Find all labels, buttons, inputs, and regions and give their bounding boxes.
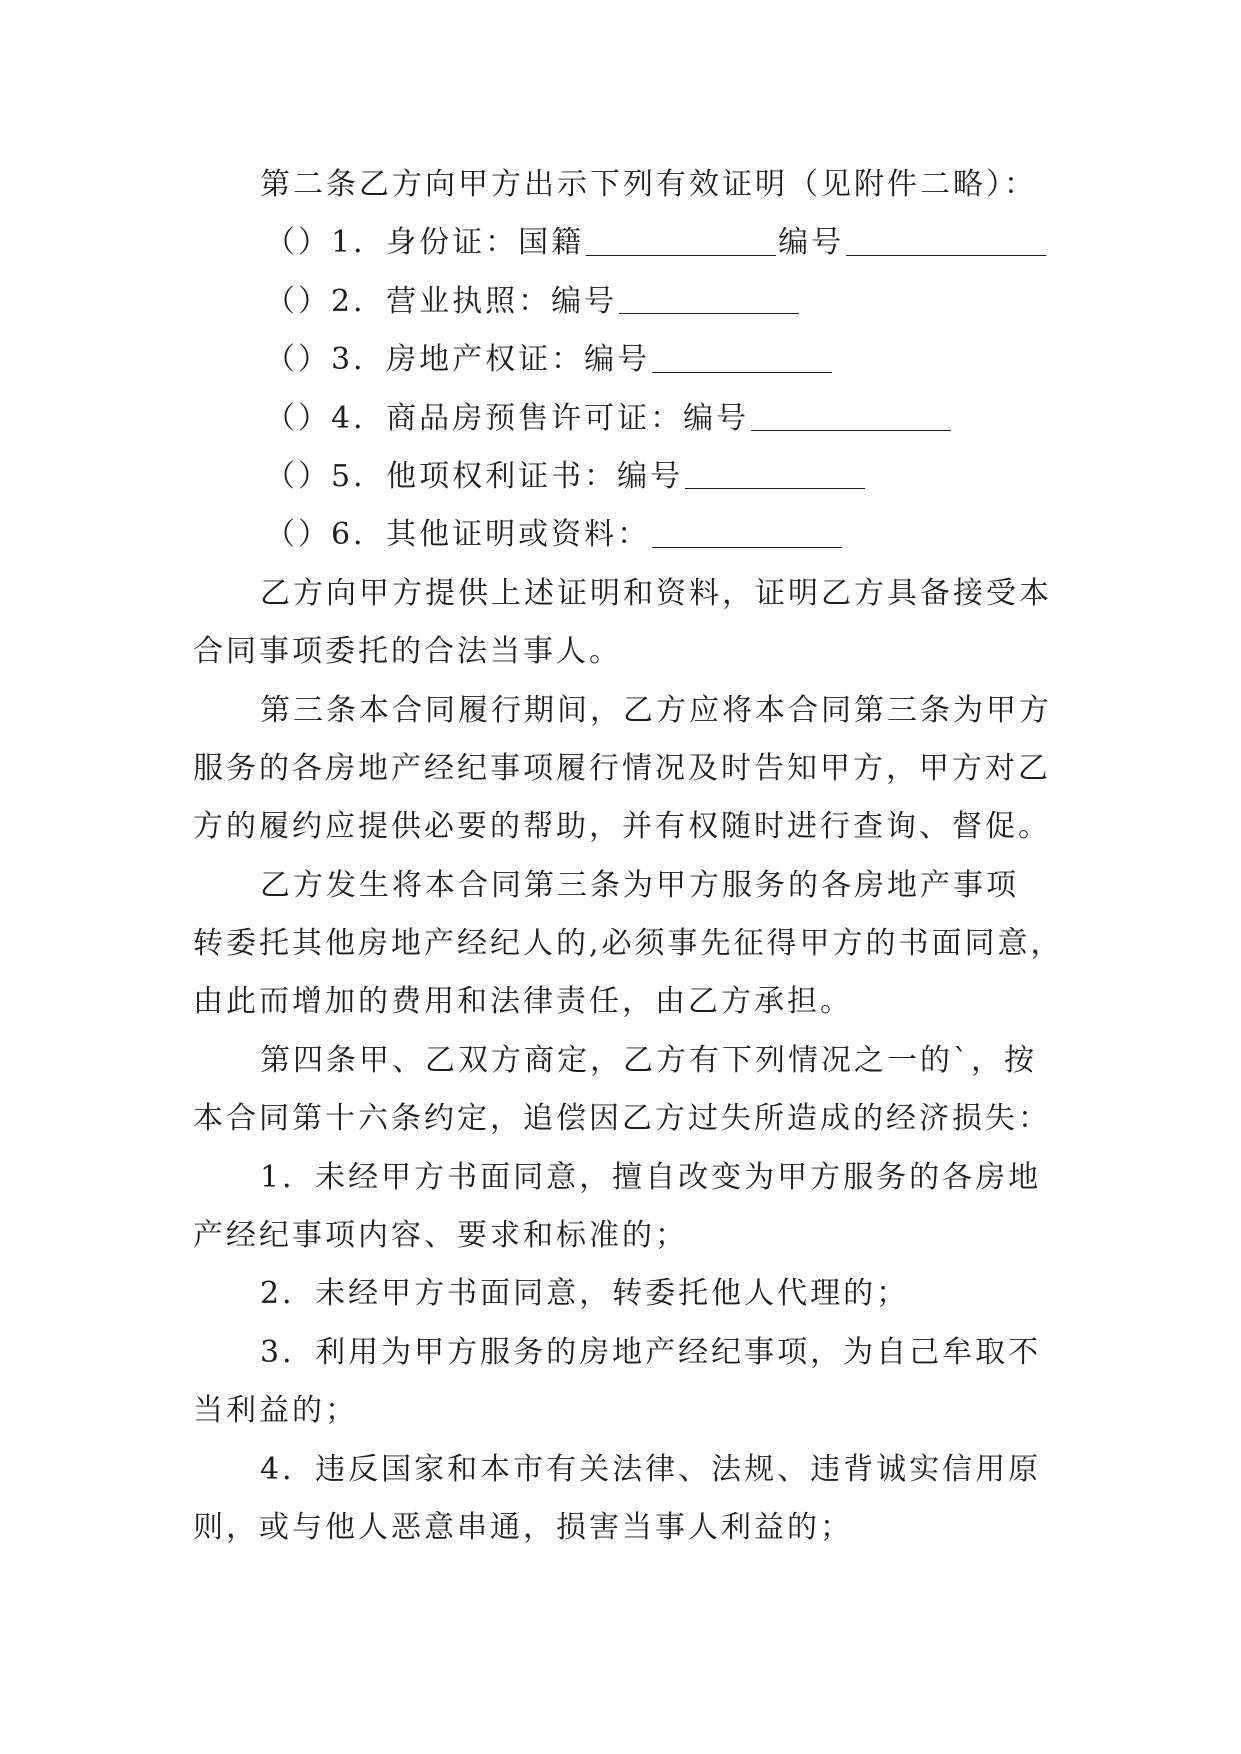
number-label: 编号	[778, 225, 845, 261]
article-4-item-line: 当利益的；	[193, 1393, 358, 1429]
certificate-item-label: （）5．他项权利证书：编号	[265, 458, 684, 494]
article-4-item-line: 产经纪事项内容、要求和标准的；	[193, 1218, 688, 1254]
nationality-blank	[586, 233, 776, 256]
number-blank	[652, 350, 832, 373]
article-2-heading: 第二条乙方向甲方出示下列有效证明（见附件二略）：	[260, 167, 1037, 202]
number-blank	[685, 466, 865, 489]
article-4-item-line: 则，或与他人恶意串通，损害当事人利益的；	[193, 1509, 853, 1545]
article-3-para-line: 方的履约应提供必要的帮助，并有权随时进行查询、督促。	[193, 809, 1051, 845]
article-4-intro-line: 本合同第十六条约定，追偿因乙方过失所造成的经济损失：	[193, 1101, 1051, 1137]
article-3-para-line: 转委托其他房地产经纪人的,必须事先征得甲方的书面同意，	[193, 926, 1064, 962]
certificate-item-6	[193, 506, 1053, 564]
certificate-item-5	[193, 448, 1053, 506]
article-4-intro-line: 第四条甲、乙双方商定，乙方有下列情况之一的`，按	[260, 1042, 1037, 1078]
certificate-item-2	[193, 273, 1053, 331]
number-blank	[846, 233, 1046, 256]
article-4-item-line: 2．未经甲方书面同意，转委托他人代理的；	[260, 1276, 910, 1312]
article-3-para-line: 由此而增加的费用和法律责任，由乙方承担。	[193, 984, 853, 1020]
certificate-item-label: （）3．房地产权证：编号	[265, 342, 651, 378]
certificate-item-4	[193, 390, 1053, 448]
article-2-para-line: 乙方向甲方提供上述证明和资料，证明乙方具备接受本	[260, 575, 1052, 611]
certificate-item-3	[193, 331, 1053, 389]
article-2-para-line: 合同事项委托的合法当事人。	[193, 634, 622, 670]
article-4-item-line: 1．未经甲方书面同意，擅自改变为甲方服务的各房地	[260, 1159, 1042, 1195]
article-4-item-line: 4．违反国家和本市有关法律、法规、违背诚实信用原	[260, 1451, 1042, 1487]
contract-body	[193, 156, 1064, 1557]
material-blank	[652, 525, 842, 548]
article-4-item-line: 3．利用为甲方服务的房地产经纪事项，为自己牟取不	[260, 1334, 1042, 1370]
article-3-para-line: 服务的各房地产经纪事项履行情况及时告知甲方，甲方对乙	[193, 750, 1051, 786]
number-blank	[619, 291, 799, 314]
certificate-item-label: （）6．其他证明或资料：	[265, 517, 651, 553]
certificate-item-label: （）4．商品房预售许可证：编号	[265, 400, 750, 436]
number-blank	[751, 408, 951, 431]
certificate-item-label: （）2．营业执照：编号	[265, 283, 618, 319]
certificate-item-1	[193, 214, 1053, 272]
article-3-para-line: 乙方发生将本合同第三条为甲方服务的各房地产事项	[260, 867, 1019, 903]
certificate-item-label: （）1．身份证：国籍	[265, 225, 585, 261]
article-3-para-line: 第三条本合同履行期间，乙方应将本合同第三条为甲方	[260, 692, 1052, 728]
